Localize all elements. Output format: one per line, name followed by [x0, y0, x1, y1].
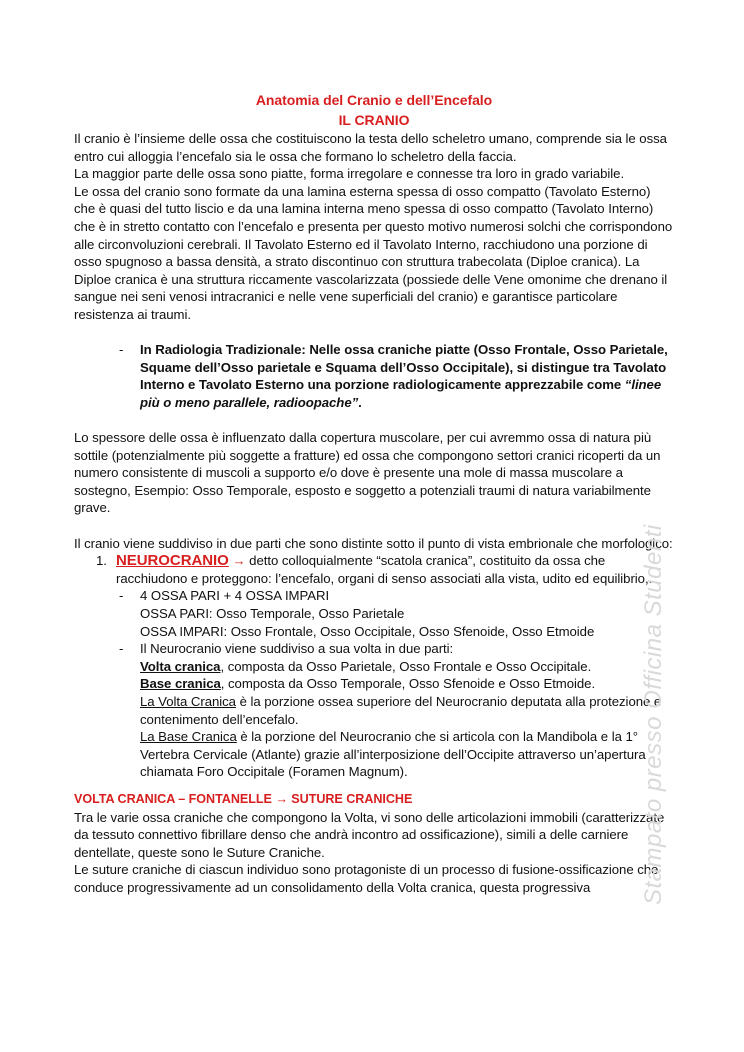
paragraph-suture: Tra le varie ossa craniche che compongono la Volta, vi sono delle articolazioni immobili (caratterizzate da tessuto connettivo fibrillare denso che andrà incontro ad ossificazione), simili a delle carniere dentellate, queste sono le Suture Craniche. [74, 809, 665, 860]
bullet-dash: - [119, 342, 124, 358]
sub-dash: - [119, 588, 124, 604]
volta-cranica-desc-text: è la porzione ossea superiore del Neurocranio deputata alla protezione e contenimento dell’encefalo. [140, 694, 662, 727]
volta-cranica-label: Volta cranica [140, 658, 221, 674]
arrow-right-icon: → [275, 791, 288, 806]
document-title: Anatomia del Cranio e dell’Encefalo [255, 92, 493, 108]
sublist-suddivisione [74, 640, 674, 781]
section-title-il-cranio: IL CRANIO [338, 112, 410, 128]
paragraph-suddivisione: Il cranio viene suddiviso in due parti che sono distinte sotto il punto di vista embrionale che morfologico: [74, 535, 673, 551]
base-cranica-text: , composta da Osso Temporale, Osso Sfenoide e Osso Etmoide. [220, 676, 596, 692]
sublist-ossa [74, 587, 674, 640]
volta-cranica-desc [140, 693, 674, 728]
base-cranica-line [140, 675, 674, 693]
paragraph-ossa-piatte: La maggior parte delle ossa sono piatte, forma irregolare e connesse tra loro in grado variabile. [74, 166, 625, 182]
list-number: 1. [96, 553, 107, 569]
paragraph-ossificazione: Le suture craniche di ciascun individuo sono protagoniste di un processo di fusione-ossificazione che conduce progressivamente ad un consolidamento della Volta cranica, questa progressiva [74, 862, 659, 895]
watermark: Stampato presso Officina Studenti [640, 524, 667, 905]
neurocranio-heading: NEUROCRANIO [116, 552, 229, 570]
volta-cranica-desc-label: La Volta Cranica [140, 694, 236, 709]
paragraph-spessore: Lo spessore delle ossa è influenzato dalla copertura muscolare, per cui avremmo ossa di natura più sottile (potenzialmente più soggette a fratture) ed ossa che compongono settori cranici ricoperti da un numero consistente di muscoli a supporto e/o dove è presente una mole di massa muscolare a sostegno, Esempio: Osso Temporale, esposto e soggetto a potenziali traumi di natura variabilmente grave. [74, 430, 661, 516]
volta-cranica-text: , composta da Osso Parietale, Osso Frontale e Osso Occipitale. [220, 658, 592, 674]
section-heading-left: VOLTA CRANICA – FONTANELLE [74, 791, 276, 806]
bullet-radiologia [74, 341, 674, 411]
list-item-neurocranio [74, 552, 674, 587]
ossa-pari: OSSA PARI: Osso Temporale, Osso Parietale [140, 606, 405, 622]
suddivisione-intro: Il Neurocranio viene suddiviso a sua volta in due parti: [140, 641, 454, 657]
base-cranica-desc [140, 728, 674, 781]
section-heading-volta-cranica [74, 791, 674, 809]
sub-dash: - [119, 641, 124, 657]
base-cranica-desc-label: La Base Cranica [140, 729, 237, 745]
ossa-count: 4 OSSA PARI + 4 OSSA IMPARI [140, 588, 330, 604]
base-cranica-label: Base cranica [140, 676, 221, 692]
bullet-radiologia-text: In Radiologia Tradizionale: Nelle ossa craniche piatte (Osso Frontale, Osso Parietale, Squame dell’Osso parietale e Squama dell’Osso Occipitale), si distingue tra Tavolato Interno e Tavolato Esterno una porzione radiologicamente apprezzabile come [140, 342, 668, 393]
paragraph-intro: Il cranio è l’insieme delle ossa che costituiscono la testa dello scheletro umano, comprende sia le ossa entro cui alloggia l’encefalo sia le ossa che formano lo scheletro della faccia. [74, 131, 667, 164]
section-heading-right: SUTURE CRANICHE [287, 791, 413, 806]
paragraph-tavolati: Le ossa del cranio sono formate da una lamina esterna spessa di osso compatto (Tavolato Esterno) che è quasi del tutto liscio e da una lamina interna meno spessa di osso compatto (Tavolato Interno) che è in stretto contatto con l’encefalo e presenta per questo motivo numerosi solchi che corrispondono alle circonvoluzioni cerebrali. Il Tavolato Esterno ed il Tavolato Interno, racchiudono una porzione di osso spugnoso a bassa densità, a strato discontinuo con struttura trabecolata (Diploe cranica). La Diploe cranica è una struttura riccamente vascolarizzata (possiede delle Vene omonime che drenano il sangue nei seni venosi intracranici e nelle vene superficiali del cranio) e garantisce particolare resistenza ai traumi. [74, 183, 673, 322]
bullet-radiologia-italic: “linee più o meno parallele, radioopache” [140, 377, 662, 410]
arrow-right-icon: → [232, 553, 246, 569]
ossa-impari: OSSA IMPARI: Osso Frontale, Osso Occipitale, Osso Sfenoide, Osso Etmoide [140, 623, 595, 639]
bullet-radiologia-end: . [358, 394, 362, 410]
document-page [74, 90, 674, 897]
neurocranio-text: detto colloquialmente “scatola cranica”, costituito da ossa che racchiudono e proteggono: l’encefalo, organi di senso associati alla vista, udito ed equilibrio,. [116, 553, 653, 586]
base-cranica-desc-text: è la porzione del Neurocranio che si articola con la Mandibola e la 1° Vertebra Cervicale (Atlante) grazie all’interposizione dell’Occipite attraverso un’apertura chiamata Foro Occipitale (Foramen Magnum). [140, 729, 646, 780]
volta-cranica-line [140, 658, 674, 676]
